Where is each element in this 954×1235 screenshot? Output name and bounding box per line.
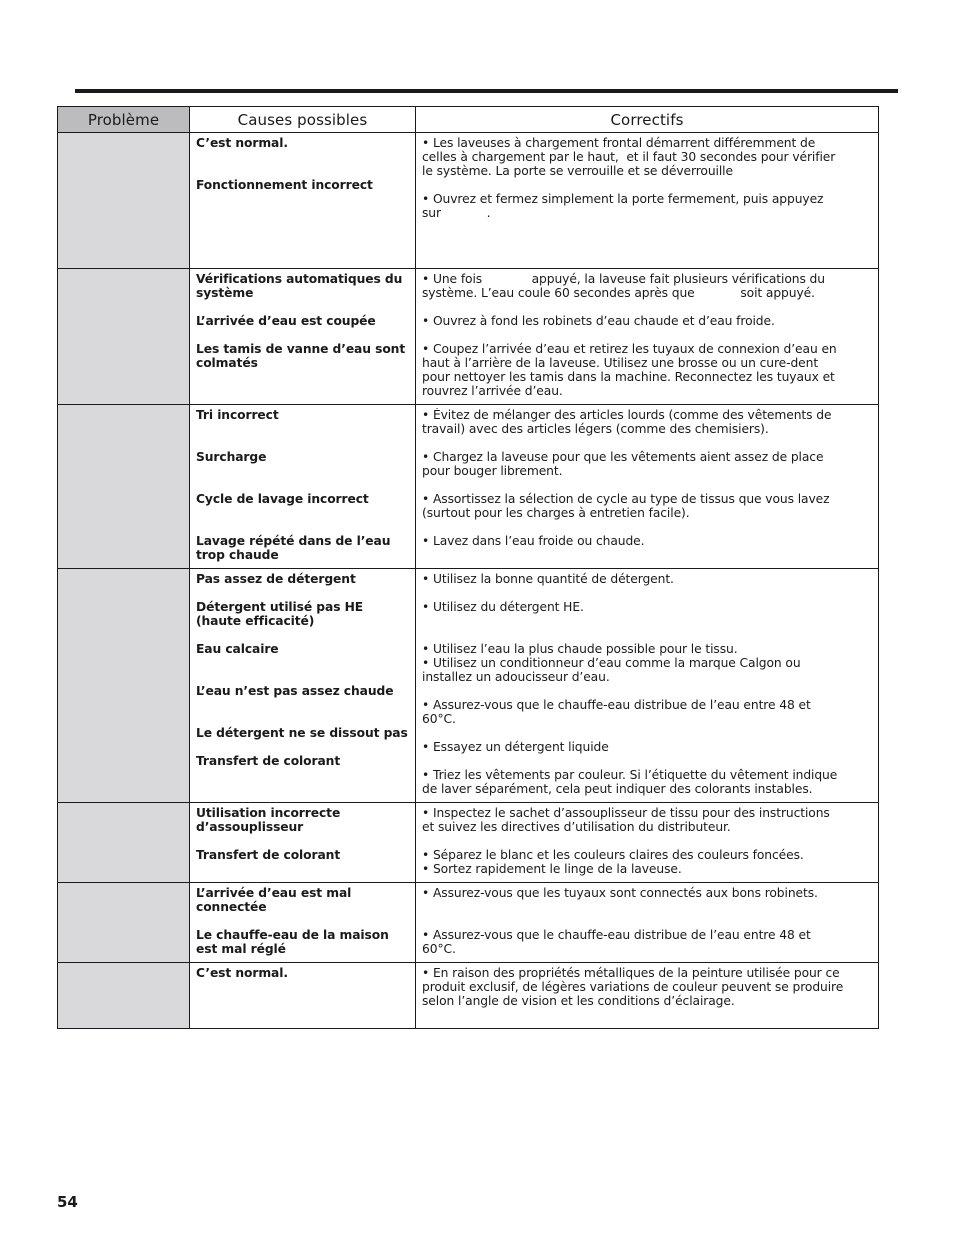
cause-text: Pas assez de détergent	[196, 572, 356, 586]
cause-text: C’est normal.	[196, 966, 288, 980]
fix-line: • Ouvrez à fond les robinets d’eau chaude et d’eau froide.	[422, 314, 775, 328]
fix-line: rouvrez l’arrivée d’eau.	[422, 384, 563, 398]
fix-line: 60°C.	[422, 712, 456, 726]
fix-line: • Inspectez le sachet d’assouplisseur de tissu pour des instructions	[422, 806, 830, 820]
cause-text: Le détergent ne se dissout pas	[196, 726, 408, 740]
fix-block	[422, 572, 873, 586]
fix-line: • Chargez la laveuse pour que les vêtements aient assez de place	[422, 450, 824, 464]
fix-line: sur .	[422, 206, 491, 220]
fix-line: • Utilisez du détergent HE.	[422, 600, 584, 614]
fix-line: • Essayez un détergent liquide	[422, 740, 609, 754]
fix-line: pour nettoyer les tamis dans la machine. Reconnectez les tuyaux et	[422, 370, 835, 384]
fixes-cell	[416, 405, 879, 569]
cause-text: Le chauffe-eau de la maison est mal réglé	[196, 928, 389, 956]
fix-line: installez un adoucisseur d’eau.	[422, 670, 610, 684]
cause-text: Vérifications automatiques du système	[196, 272, 403, 300]
cause-text: Cycle de lavage incorrect	[196, 492, 369, 506]
fix-line: et suivez les directives d’utilisation du distributeur.	[422, 820, 731, 834]
table-row	[58, 269, 879, 405]
fix-block	[422, 642, 873, 684]
fix-block	[422, 534, 873, 548]
fix-block	[422, 740, 873, 754]
cause-text: Les tamis de vanne d’eau sont colmatés	[196, 342, 406, 370]
cause-text: Transfert de colorant	[196, 848, 341, 862]
fix-line: produit exclusif, de légères variations de couleur peuvent se produire	[422, 980, 844, 994]
cause-text: L’arrivée d’eau est mal connectée	[196, 886, 352, 914]
causes-cell	[190, 883, 416, 963]
problem-cell	[58, 269, 190, 405]
fixes-cell	[416, 963, 879, 1029]
fix-block	[422, 966, 873, 1008]
causes-cell	[190, 963, 416, 1029]
fixes-cell	[416, 269, 879, 405]
fix-line: • Assurez-vous que le chauffe-eau distribue de l’eau entre 48 et	[422, 698, 811, 712]
cause-text: Lavage répété dans de l’eau trop chaude	[196, 534, 391, 562]
fix-line: • Assurez-vous que le chauffe-eau distribue de l’eau entre 48 et	[422, 928, 811, 942]
fixes-cell	[416, 133, 879, 269]
cause-text: Tri incorrect	[196, 408, 279, 422]
header-causes: Causes possibles	[190, 107, 416, 133]
fix-block	[422, 768, 873, 796]
fix-block	[422, 848, 873, 876]
fix-line: (surtout pour les charges à entretien facile).	[422, 506, 690, 520]
fix-line: • Assurez-vous que les tuyaux sont connectés aux bons robinets.	[422, 886, 818, 900]
fix-line: 60°C.	[422, 942, 456, 956]
fix-line: • Utilisez la bonne quantité de détergent.	[422, 572, 674, 586]
problem-cell	[58, 569, 190, 803]
cause-text: Fonctionnement incorrect	[196, 178, 373, 192]
fix-line: • Utilisez un conditionneur d’eau comme la marque Calgon ou	[422, 656, 801, 670]
fix-block	[422, 806, 873, 834]
causes-cell	[190, 405, 416, 569]
fix-block	[422, 342, 873, 398]
fix-line: haut à l’arrière de la laveuse. Utilisez une brosse ou un cure-dent	[422, 356, 819, 370]
problem-cell	[58, 405, 190, 569]
fix-block	[422, 600, 873, 614]
fix-block	[422, 136, 873, 178]
fix-line: • Évitez de mélanger des articles lourds (comme des vêtements de	[422, 408, 832, 422]
cause-text: L’arrivée d’eau est coupée	[196, 314, 376, 328]
causes-cell	[190, 569, 416, 803]
fix-line: selon l’angle de vision et les conditions d’éclairage.	[422, 994, 735, 1008]
cause-text: L’eau n’est pas assez chaude	[196, 684, 394, 698]
table-body	[58, 133, 879, 1029]
fixes-cell	[416, 883, 879, 963]
fix-line: • Les laveuses à chargement frontal démarrent différemment de	[422, 136, 816, 150]
table-row	[58, 963, 879, 1029]
table-row	[58, 133, 879, 269]
header-problem: Problème	[58, 107, 190, 133]
fix-line: • En raison des propriétés métalliques de la peinture utilisée pour ce	[422, 966, 840, 980]
fix-line: le système. La porte se verrouille et se déverrouille	[422, 164, 733, 178]
fix-block	[422, 408, 873, 436]
fix-block	[422, 492, 873, 520]
cause-text: Eau calcaire	[196, 642, 279, 656]
table-row	[58, 569, 879, 803]
fix-block	[422, 314, 873, 328]
fix-line: • Utilisez l’eau la plus chaude possible pour le tissu.	[422, 642, 738, 656]
fix-line: travail) avec des articles légers (comme des chemisiers).	[422, 422, 769, 436]
fix-line: • Une fois appuyé, la laveuse fait plusieurs vérifications du	[422, 272, 825, 286]
fix-line: • Lavez dans l’eau froide ou chaude.	[422, 534, 645, 548]
fix-block	[422, 698, 873, 726]
causes-cell	[190, 803, 416, 883]
top-rule	[75, 89, 898, 93]
fix-line: • Sortez rapidement le linge de la laveuse.	[422, 862, 682, 876]
problem-cell	[58, 883, 190, 963]
fix-block	[422, 886, 873, 900]
cause-text: C’est normal.	[196, 136, 288, 150]
fix-line: • Séparez le blanc et les couleurs claires des couleurs foncées.	[422, 848, 804, 862]
problem-cell	[58, 133, 190, 269]
table-row	[58, 803, 879, 883]
causes-cell	[190, 133, 416, 269]
fix-line: de laver séparément, cela peut indiquer des colorants instables.	[422, 782, 813, 796]
fix-line: • Assortissez la sélection de cycle au type de tissus que vous lavez	[422, 492, 830, 506]
header-fixes: Correctifs	[416, 107, 879, 133]
cause-text: Surcharge	[196, 450, 267, 464]
page-number: 54	[57, 1193, 78, 1211]
cause-text: Utilisation incorrecte d’assouplisseur	[196, 806, 341, 834]
causes-cell	[190, 269, 416, 405]
table-row	[58, 405, 879, 569]
fix-block	[422, 450, 873, 478]
fix-line: • Triez les vêtements par couleur. Si l’étiquette du vêtement indique	[422, 768, 838, 782]
cause-text: Transfert de colorant	[196, 754, 341, 768]
fix-line: pour bouger librement.	[422, 464, 563, 478]
fix-line: • Ouvrez et fermez simplement la porte fermement, puis appuyez	[422, 192, 824, 206]
fix-block	[422, 192, 873, 220]
fix-line: système. L’eau coule 60 secondes après que soit appuyé.	[422, 286, 815, 300]
table-row	[58, 883, 879, 963]
problem-cell	[58, 963, 190, 1029]
fix-line: • Coupez l’arrivée d’eau et retirez les tuyaux de connexion d’eau en	[422, 342, 837, 356]
table-header-row	[58, 107, 879, 133]
troubleshooting-table	[57, 106, 879, 1029]
fix-line: celles à chargement par le haut, et il faut 30 secondes pour vérifier	[422, 150, 836, 164]
cause-text: Détergent utilisé pas HE (haute efficacité)	[196, 600, 364, 628]
fixes-cell	[416, 803, 879, 883]
fix-block	[422, 928, 873, 956]
fix-block	[422, 272, 873, 300]
problem-cell	[58, 803, 190, 883]
fixes-cell	[416, 569, 879, 803]
